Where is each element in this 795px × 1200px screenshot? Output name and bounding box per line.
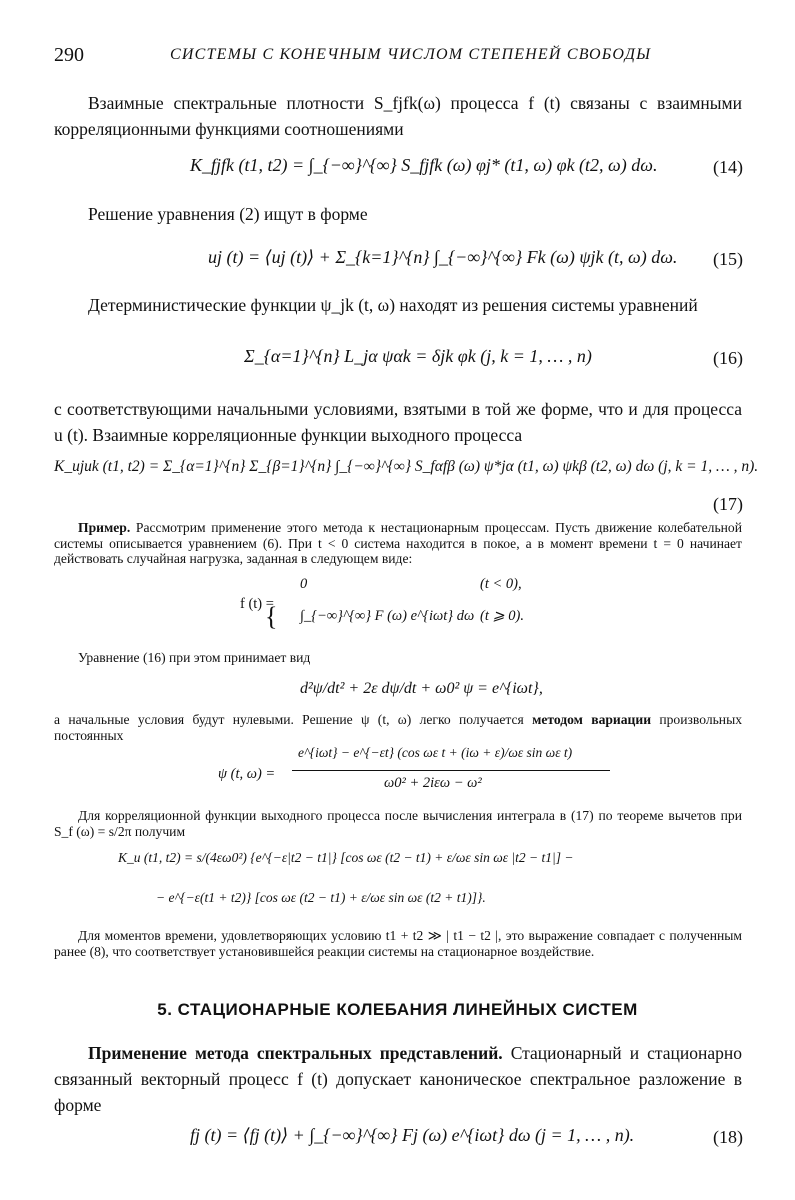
equation-16-number: (16) — [713, 348, 743, 368]
paragraph-4: с соответствующими начальными условиями, взятыми в той же форме, что и для процесса u (t). Взаимные корреляционные функции выходного процесса — [54, 399, 742, 445]
section-lead: Применение метода спектральных представлений. — [88, 1043, 503, 1063]
example-lead: Пример. — [78, 520, 131, 535]
example-paragraph-4: Для корреляционной функции выходного процесса после вычисления интеграла в (17) по теореме вычетов при S_f (ω) = s/2π получим — [54, 808, 742, 839]
f-lhs: f (t) = — [240, 596, 274, 612]
example-paragraph-3 — [54, 712, 742, 743]
Ku-line-1: K_u (t1, t2) = s/(4εω0²) {e^{−ε|t2 − t1|} [cos ωε (t2 − t1) + ε/ωε sin ωε |t2 − t1|] − — [118, 850, 574, 865]
equation-18: fj (t) = ⟨fj (t)⟩ + ∫_{−∞}^{∞} Fj (ω) e^{iωt} dω (j = 1, … , n). — [190, 1125, 635, 1145]
paragraph-1: Взаимные спектральные плотности S_fjfk(ω) процесса f (t) связаны с взаимными корреляционными функциями соотношениями — [54, 93, 742, 139]
f-case-2: ∫_{−∞}^{∞} F (ω) e^{iωt} dω — [300, 608, 475, 624]
f-case-1-condition: (t < 0), — [480, 576, 522, 592]
section-paragraph — [54, 1040, 742, 1118]
f-brace: { — [265, 602, 278, 631]
section-text: Стационарный и стационарно связанный векторный процесс f (t) допускает каноническое спектральное разложение в форме — [54, 1043, 742, 1115]
example-text-3c: произвольных постоянных — [54, 712, 743, 743]
example-text-3a: а начальные условия будут нулевыми. Решение ψ (t, ω) легко получается — [54, 712, 533, 727]
equation-14: K_fjfk (t1, t2) = ∫_{−∞}^{∞} S_fjfk (ω) φj* (t1, ω) φk (t2, ω) dω. — [190, 155, 658, 175]
section-title: 5. СТАЦИОНАРНЫЕ КОЛЕБАНИЯ ЛИНЕЙНЫХ СИСТЕМ — [157, 1000, 638, 1019]
example-text-1: Рассмотрим применение этого метода к нестационарным процессам. Пусть движение колебательной системы описывается уравнением (6). При t < 0 система находится в покое, а в момент времени t = 0 начинает действовать случайная нагрузка, заданная в следующем виде: — [54, 520, 742, 566]
running-title: СИСТЕМЫ С КОНЕЧНЫМ ЧИСЛОМ СТЕПЕНЕЙ СВОБОДЫ — [170, 46, 652, 63]
example-text-3b: методом вариации — [532, 712, 652, 727]
psi-numerator: e^{iωt} − e^{−εt} (cos ωε t + (iω + ε)/ωε sin ωε t) — [298, 745, 573, 760]
equation-15-number: (15) — [713, 249, 743, 269]
psi-denominator: ω0² + 2iεω − ω² — [384, 775, 482, 791]
equation-15: uj (t) = ⟨uj (t)⟩ + Σ_{k=1}^{n} ∫_{−∞}^{∞} Fk (ω) ψjk (t, ω) dω. — [208, 247, 678, 267]
equation-16: Σ_{α=1}^{n} L_jα ψαk = δjk φk (j, k = 1, … , n) — [244, 346, 592, 366]
Ku-line-2: − e^{−ε(t1 + t2)} [cos ωε (t2 − t1) + ε/ωε sin ωε (t2 + t1)]}. — [156, 890, 486, 905]
fraction-line — [292, 770, 610, 771]
psi-lhs: ψ (t, ω) = — [218, 766, 276, 782]
example-paragraph-1 — [54, 520, 742, 567]
equation-17: K_ujuk (t1, t2) = Σ_{α=1}^{n} Σ_{β=1}^{n} ∫_{−∞}^{∞} S_fαfβ (ω) ψ*jα (t1, ω) ψkβ (t2, ω) dω (j, k = 1, … , n). — [54, 458, 759, 475]
f-case-1: 0 — [300, 576, 308, 592]
f-case-2-condition: (t ⩾ 0). — [480, 608, 524, 624]
example-paragraph-2: Уравнение (16) при этом принимает вид — [78, 650, 311, 665]
paragraph-3: Детерминистические функции ψ_jk (t, ω) находят из решения системы уравнений — [88, 295, 698, 315]
equation-14-number: (14) — [713, 157, 743, 177]
paragraph-2: Решение уравнения (2) ищут в форме — [88, 204, 368, 224]
example-paragraph-5: Для моментов времени, удовлетворяющих условию t1 + t2 ≫ | t1 − t2 |, это выражение совпадает с полученным ранее (8), что соответствует установившейся реакции системы на стационарное воздействие. — [54, 928, 742, 959]
equation-18-number: (18) — [713, 1127, 743, 1147]
equation-17-number: (17) — [713, 494, 743, 514]
ode-equation: d²ψ/dt² + 2ε dψ/dt + ω0² ψ = e^{iωt}, — [300, 680, 543, 697]
page-number: 290 — [54, 44, 84, 66]
